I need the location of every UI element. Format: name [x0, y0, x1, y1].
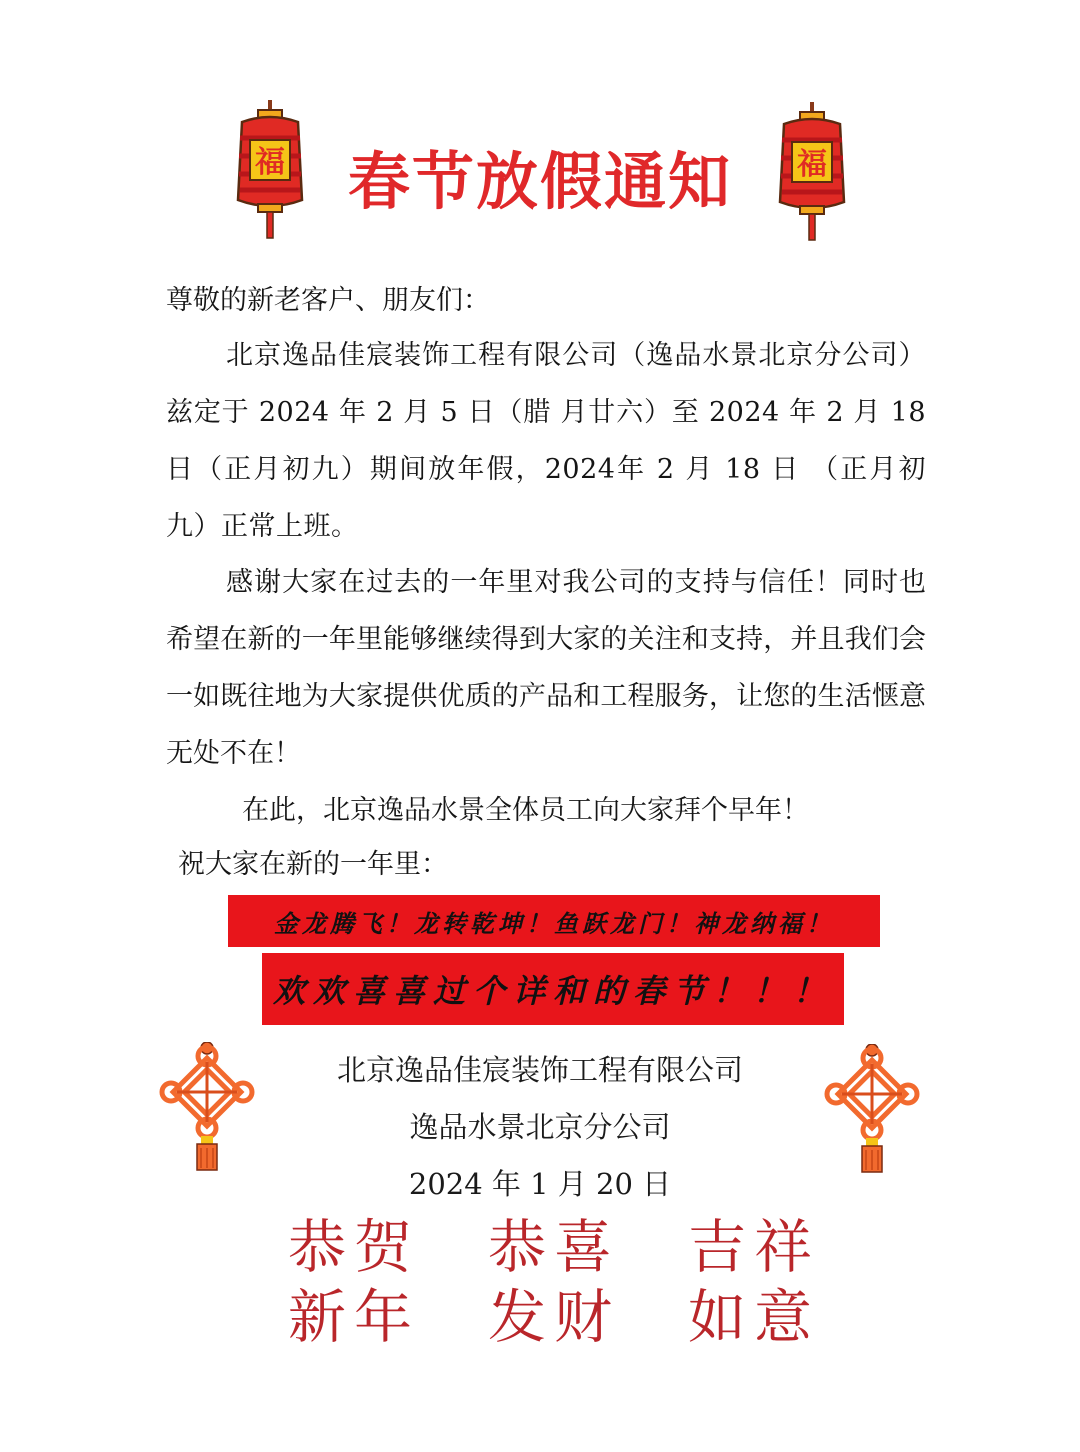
blessing-char: 年	[353, 1283, 412, 1351]
greeting: 尊敬的新老客户、朋友们：	[166, 285, 490, 316]
blessing-char: 贺	[353, 1213, 412, 1281]
blessing-char: 吉	[687, 1213, 746, 1281]
lantern-char: 福	[255, 145, 285, 180]
blessing-char: 祥	[753, 1213, 812, 1281]
blessing-char: 新	[287, 1283, 346, 1351]
blessing-ji-xiang-ru-yi	[680, 1215, 820, 1355]
thanks-paragraph: 感谢大家在过去的一年里对我公司的支持与信任！同时也希望在新的一年里能够继续得到大家的关注和支持，并且我们会一如既往地为大家提供优质的产品和工程服务，让您的生活惬意无处不在！	[166, 567, 926, 769]
lantern-icon	[776, 102, 848, 242]
page-title: 春节放假通知	[347, 145, 732, 218]
lantern-icon	[234, 100, 306, 240]
blessing-char: 恭	[287, 1213, 346, 1281]
signature-company: 北京逸品佳宸装饰工程有限公司	[336, 1053, 743, 1087]
blessing-banner-2: 欢欢喜喜过个详和的春节！！！	[262, 953, 844, 1025]
blessing-char: 意	[753, 1283, 812, 1351]
blessing-banner-1: 金龙腾飞！龙转乾坤！鱼跃龙门！神龙纳福！	[228, 895, 880, 947]
signature-date: 2024 年 1 月 20 日	[408, 1167, 672, 1201]
blessing-char: 发	[487, 1283, 546, 1351]
blessing-gong-xi-fa-cai	[480, 1215, 620, 1355]
blessing-gong-he-xin-nian	[280, 1215, 420, 1355]
new-year-greeting: 在此，北京逸品水景全体员工向大家拜个早年！	[242, 795, 809, 826]
blessing-calligraphy	[280, 1215, 820, 1355]
blessing-char: 如	[687, 1283, 746, 1351]
blessing-char: 财	[553, 1283, 612, 1351]
wish-intro: 祝大家在新的一年里：	[178, 849, 448, 880]
holiday-paragraph: 北京逸品佳宸装饰工程有限公司（逸品水景北京分公司）兹定于 2024 年 2 月 5 日（腊 月廿六）至 2024 年 2 月 18 日（正月初九）期间放年假，2024年 2 月 18 日 （正月初九）正常上班。	[166, 340, 926, 542]
lantern-char: 福	[797, 147, 827, 182]
blessing-char: 喜	[553, 1213, 612, 1281]
signature-branch: 逸品水景北京分公司	[409, 1110, 671, 1144]
blessing-char: 恭	[487, 1213, 546, 1281]
